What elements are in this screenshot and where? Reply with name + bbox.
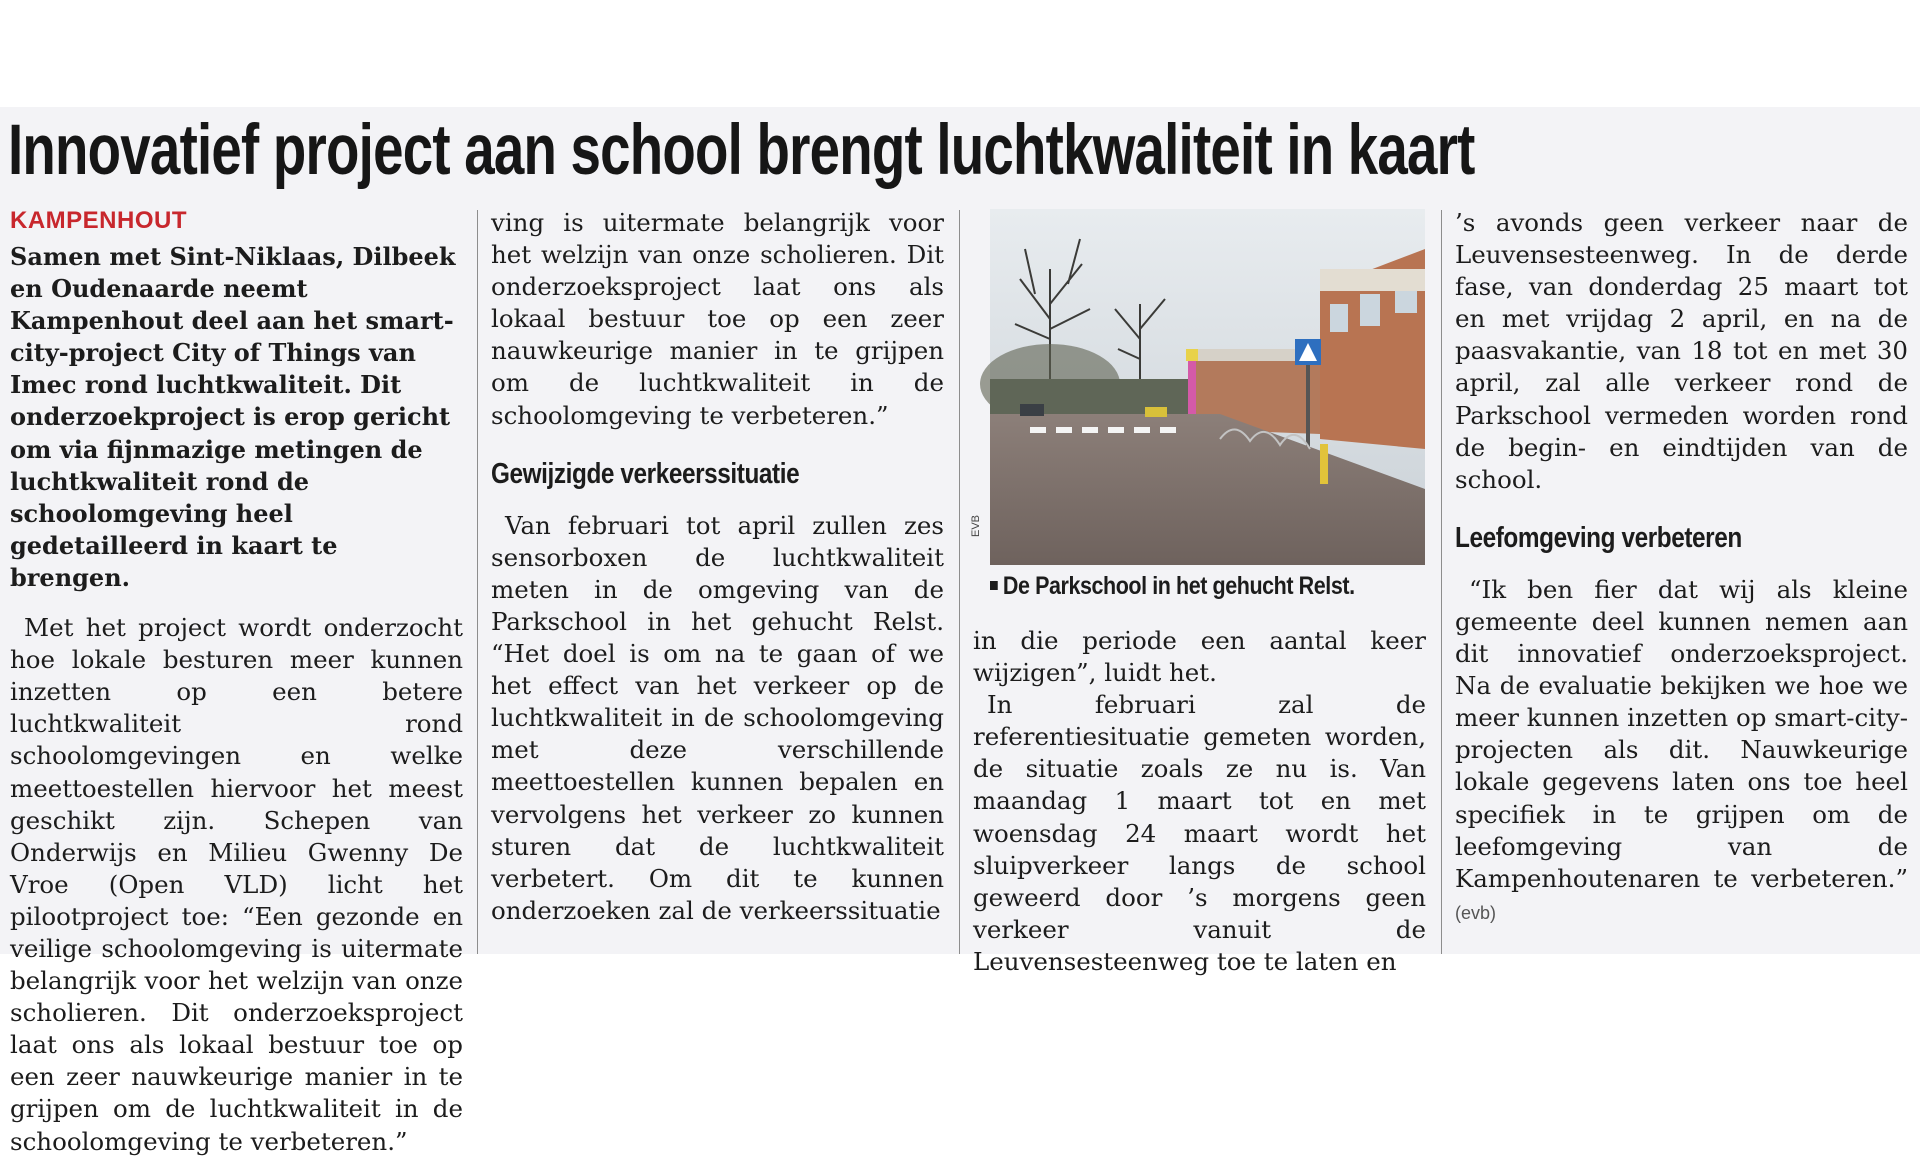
body-text: Met het project wordt onderzocht hoe lokale besturen meer kunnen inzetten op een betere luchtkwaliteit rond schoolomgevingen en welke meettoestellen hiervoor het meest geschikt zijn. Schepen van Onderwijs en Milieu Gwenny De Vroe (Open VLD) licht het pilootproject toe: “Een gezonde en veilige schoolomgeving is uitermate belangrijk voor het welzijn van onze scholieren. Dit onderzoeksproject laat ons als lokaal bestuur toe op een zeer nauwkeurige manier in te grijpen om de luchtkwaliteit in de schoolomgeving te verbeteren.” [10, 613, 463, 1156]
column-2 [491, 207, 944, 927]
newspaper-clipping [0, 107, 1920, 1156]
column-divider [959, 210, 960, 954]
caption-text: De Parkschool in het gehucht Relst. [1002, 572, 1355, 600]
column-divider [477, 210, 478, 954]
column-3 [973, 625, 1426, 978]
headline: Innovatief project aan school brengt luchtkwaliteit in kaart [8, 111, 1475, 190]
kicker: KAMPENHOUT [10, 207, 187, 234]
column-1 [10, 207, 463, 1158]
caption-bullet-icon [990, 581, 998, 590]
photo-illustration [990, 209, 1425, 565]
column-4 [1455, 207, 1908, 929]
body-paragraph: In februari zal de referentiesituatie gemeten worden, de situatie zoals ze nu is. Van maandag 1 maart tot en met woensdag 24 maart wordt het sluipverkeer langs de school geweerd door ’s morgens geen verkeer vanuit de Leuvensesteenweg toe te laten en [973, 690, 1426, 976]
column-divider [1441, 210, 1442, 954]
author-signoff: (evb) [1455, 902, 1497, 923]
photo-caption [990, 570, 1368, 602]
body-paragraph-continued: in die periode een aantal keer wijzigen”, luidt het. [973, 626, 1426, 688]
body-paragraph: Van februari tot april zullen zes sensorboxen de luchtkwaliteit meten in de omgeving van de Parkschool in het gehucht Relst. “Het doel is om na te gaan of we het effect van het verkeer op de luchtkwaliteit in de schoolomgeving met deze verschillende meettoestellen kunnen bepalen en vervolgens het verkeer zo kunnen sturen dat de luchtkwaliteit verbetert. Om dit te kunnen onderzoeken zal de verkeerssituatie [491, 510, 944, 925]
intro-paragraph: Samen met Sint-Niklaas, Dilbeek en Oudenaarde neemt Kampenhout deel aan het smart-city-project City of Things van Imec rond luchtkwaliteit. Dit onderzoekproject is erop gericht om via fijnmazige metingen de luchtkwaliteit rond de schoolomgeving heel gedetailleerd in kaart te brengen. [10, 242, 456, 592]
school-photo [990, 209, 1425, 565]
quote-text: “Ik ben fier dat wij als kleine gemeente deel kunnen nemen aan dit innovatief onderzoeksproject. Na de evaluatie bekijken we hoe we meer kunnen inzetten op smart-city-projecten als dit. Nauwkeurige lokale gegevens laten ons toe heel specifiek in te grijpen om de leefomgeving van de Kampenhoutenaren te verbeteren.” [1455, 574, 1908, 893]
body-paragraph [10, 612, 463, 1158]
body-paragraph [1455, 574, 1908, 929]
subhead-environment: Leefomgeving verbeteren [1455, 521, 1742, 554]
subhead-traffic: Gewijzigde verkeerssituatie [491, 457, 800, 490]
body-paragraph-continued: ving is uitermate belangrijk voor het welzijn van onze scholieren. Dit onderzoeksproject laat ons als lokaal bestuur toe op een zeer nauwkeurige manier in te grijpen om de luchtkwaliteit in de schoolomgeving te verbeteren.” [491, 208, 944, 430]
photo-credit: EVB [970, 514, 982, 537]
body-paragraph-continued: ’s avonds geen verkeer naar de Leuvensesteenweg. In de derde fase, van donderdag 25 maart tot en met vrijdag 2 april, en na de paasvakantie, van 18 tot en met 30 april, zal alle verkeer rond de Parkschool vermeden worden rond de begin- en eindtijden van de school. [1455, 208, 1908, 494]
